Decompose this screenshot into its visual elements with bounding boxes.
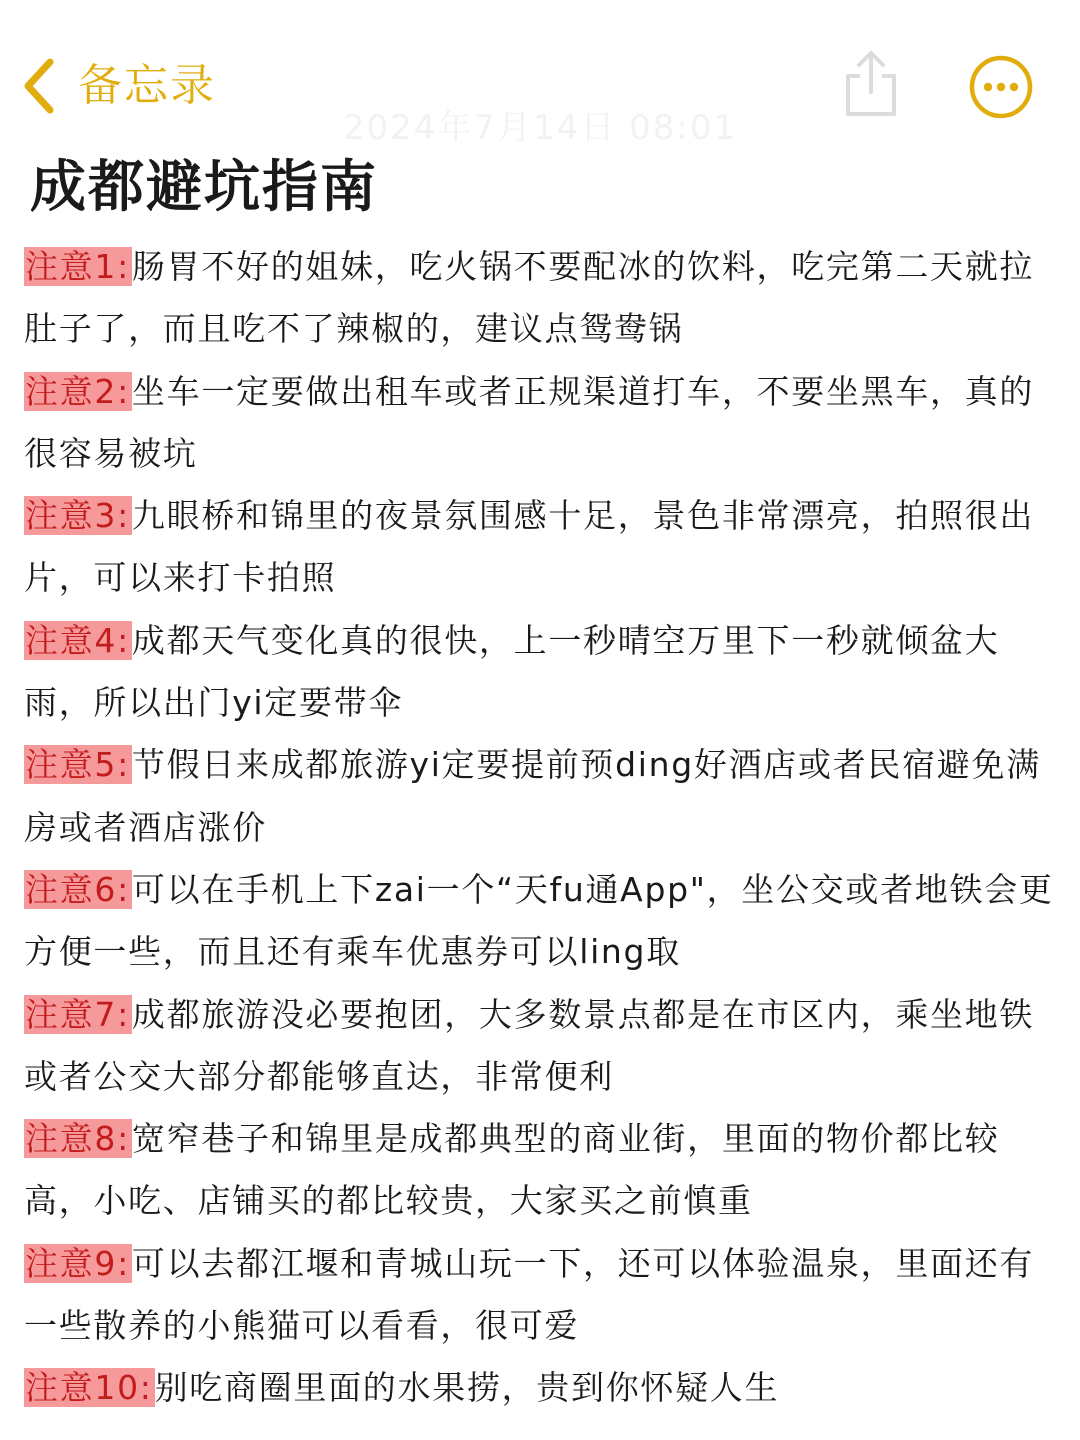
tip-text: 别吃商圈里面的水果捞，贵到你怀疑人生	[154, 1368, 780, 1408]
tip-item	[24, 610, 1064, 735]
tip-text: 节假日来成都旅游yi定要提前预ding好酒店或者民宿避免满房或者酒店涨价	[24, 745, 1041, 847]
tip-text: 坐车一定要做出租车或者正规渠道打车，不要坐黑车，真的很容易被坑	[24, 371, 1035, 473]
tips-list	[24, 236, 1064, 1420]
tip-item	[24, 1108, 1064, 1233]
tip-label: 注意7:	[25, 994, 130, 1034]
tip-text: 九眼桥和锦里的夜景氛围感十足，景色非常漂亮，拍照很出片，可以来打卡拍照	[24, 496, 1035, 598]
tip-item	[24, 984, 1064, 1109]
tip-item	[24, 485, 1064, 610]
tip-label: 注意8:	[25, 1119, 130, 1159]
tip-text: 可以去都江堰和青城山玩一下，还可以体验温泉，里面还有一些散养的小熊猫可以看看，很可爱	[24, 1243, 1035, 1346]
tip-label: 注意2:	[25, 371, 130, 411]
tip-text: 成都旅游没必要抱团，大多数景点都是在市区内，乘坐地铁或者公交大部分都能够直达，非常便利	[24, 994, 1035, 1096]
note-title: 成都避坑指南	[30, 155, 378, 220]
tip-label: 注意10:	[25, 1368, 153, 1408]
tip-item	[24, 1233, 1064, 1358]
share-icon	[840, 105, 902, 124]
tip-label: 注意5:	[25, 745, 130, 785]
navigation-bar	[0, 0, 1080, 150]
tip-text: 肠胃不好的姐妹，吃火锅不要配冰的饮料，吃完第二天就拉肚子了，而且吃不了辣椒的，建议点鸳鸯锅	[24, 247, 1035, 349]
tip-label: 注意9:	[25, 1243, 130, 1283]
tip-text: 宽窄巷子和锦里是成都典型的商业街，里面的物价都比较高，小吃、店铺买的都比较贵，大家买之前慎重	[24, 1119, 1000, 1221]
tip-text: 成都天气变化真的很快，上一秒晴空万里下一秒就倾盆大雨，所以出门yi定要带伞	[24, 620, 1000, 723]
tip-item	[24, 236, 1064, 361]
note-timestamp: 2024年7月14日 08:01	[342, 108, 738, 148]
tip-item	[24, 361, 1064, 486]
tip-item	[24, 734, 1064, 859]
tip-item	[24, 859, 1064, 984]
tip-label: 注意4:	[25, 620, 130, 660]
more-options-button[interactable]	[968, 54, 1034, 120]
tip-label: 注意1:	[25, 247, 130, 286]
tip-item	[24, 1357, 1064, 1419]
more-options-icon	[968, 105, 1034, 124]
tip-label: 注意3:	[25, 496, 130, 536]
tip-text: 可以在手机上下zai一个“天fu通App"，坐公交或者地铁会更方便一些，而且还有乘车优惠券可以ling取	[24, 869, 1054, 972]
back-label: 备忘录	[78, 60, 216, 111]
share-button[interactable]	[840, 48, 902, 120]
tip-label: 注意6:	[25, 869, 130, 909]
